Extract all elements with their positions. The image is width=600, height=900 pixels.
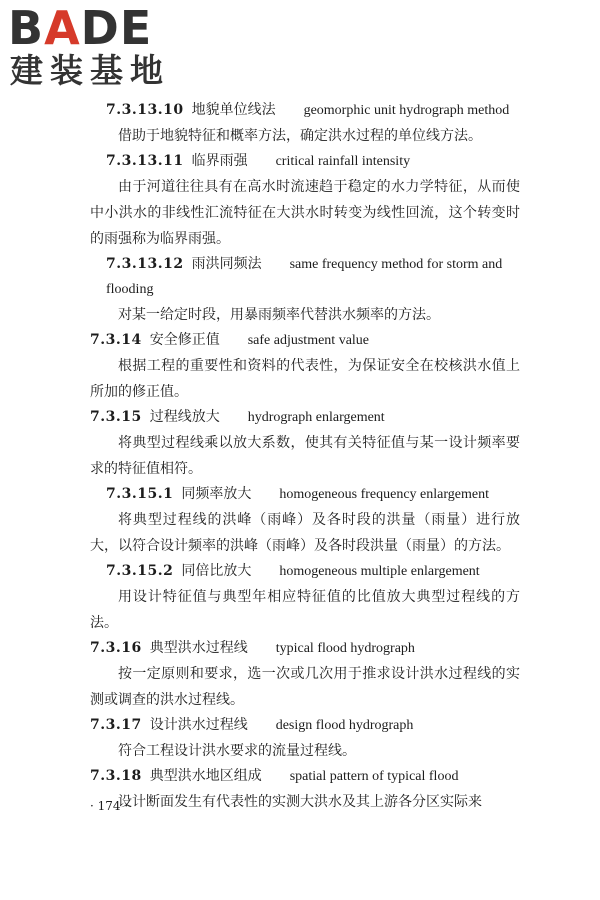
entry-7-3-15-definition: 将典型过程线乘以放大系数，使其有关特征值与某一设计频率要求的特征值相符。 [90, 435, 520, 477]
page-number: · 174 · [90, 799, 129, 813]
entry-7-3-17-heading: 7.3.17 设计洪水过程线 design flood hydrograph [90, 717, 414, 733]
document-body [90, 98, 520, 815]
entry-7-3-13-12-definition: 对某一给定时段，用暴雨频率代替洪水频率的方法。 [118, 307, 440, 323]
entry-7-3-13-12-heading: 7.3.13.12 雨洪同频法 same frequency method for storm and flooding [106, 256, 503, 297]
entry-7-3-15-2-heading: 7.3.15.2 同倍比放大 homogeneous multiple enlargement [106, 563, 480, 579]
entry-7-3-15-2-definition: 用设计特征值与典型年相应特征值的比值放大典型过程线的方法。 [90, 589, 520, 631]
logo-wordmark: BADE [8, 1, 153, 55]
entry-7-3-18-definition: 设计断面发生有代表性的实测大洪水及其上游各分区实际来 [118, 794, 482, 810]
entry-7-3-16-heading: 7.3.16 典型洪水过程线 typical flood hydrograph [90, 640, 415, 656]
entry-7-3-13-10-definition: 借助于地貌特征和概率方法，确定洪水过程的单位线方法。 [118, 128, 482, 144]
entry-7-3-13-10-heading: 7.3.13.10 地貌单位线法 geomorphic unit hydrograph method [106, 102, 510, 118]
bade-logo [8, 1, 170, 90]
entry-7-3-14-heading: 7.3.14 安全修正值 safe adjustment value [90, 332, 370, 348]
entry-7-3-13-11-heading: 7.3.13.11 临界雨强 critical rainfall intensity [106, 153, 411, 169]
entry-7-3-15-heading: 7.3.15 过程线放大 hydrograph enlargement [90, 409, 385, 425]
logo-subtitle: 建装基地 [10, 51, 170, 90]
entry-7-3-17-definition: 符合工程设计洪水要求的流量过程线。 [118, 743, 356, 759]
entry-7-3-14-definition: 根据工程的重要性和资料的代表性，为保证安全在校核洪水值上所加的修正值。 [90, 358, 520, 400]
entry-7-3-18-heading: 7.3.18 典型洪水地区组成 spatial pattern of typical flood [90, 768, 459, 784]
entry-7-3-15-1-heading: 7.3.15.1 同频率放大 homogeneous frequency enlargement [106, 486, 489, 502]
entry-7-3-15-1-definition: 将典型过程线的洪峰（雨峰）及各时段的洪量（雨量）进行放大，以符合设计频率的洪峰（雨峰）及各时段洪量（雨量）的方法。 [90, 512, 520, 554]
entry-7-3-16-definition: 按一定原则和要求，选一次或几次用于推求设计洪水过程线的实测或调查的洪水过程线。 [90, 666, 520, 708]
entry-7-3-13-11-definition: 由于河道往往具有在高水时流速趋于稳定的水力学特征，从而使中小洪水的非线性汇流特征在大洪水时转变为线性回流，这个转变时的雨强称为临界雨强。 [90, 179, 520, 247]
